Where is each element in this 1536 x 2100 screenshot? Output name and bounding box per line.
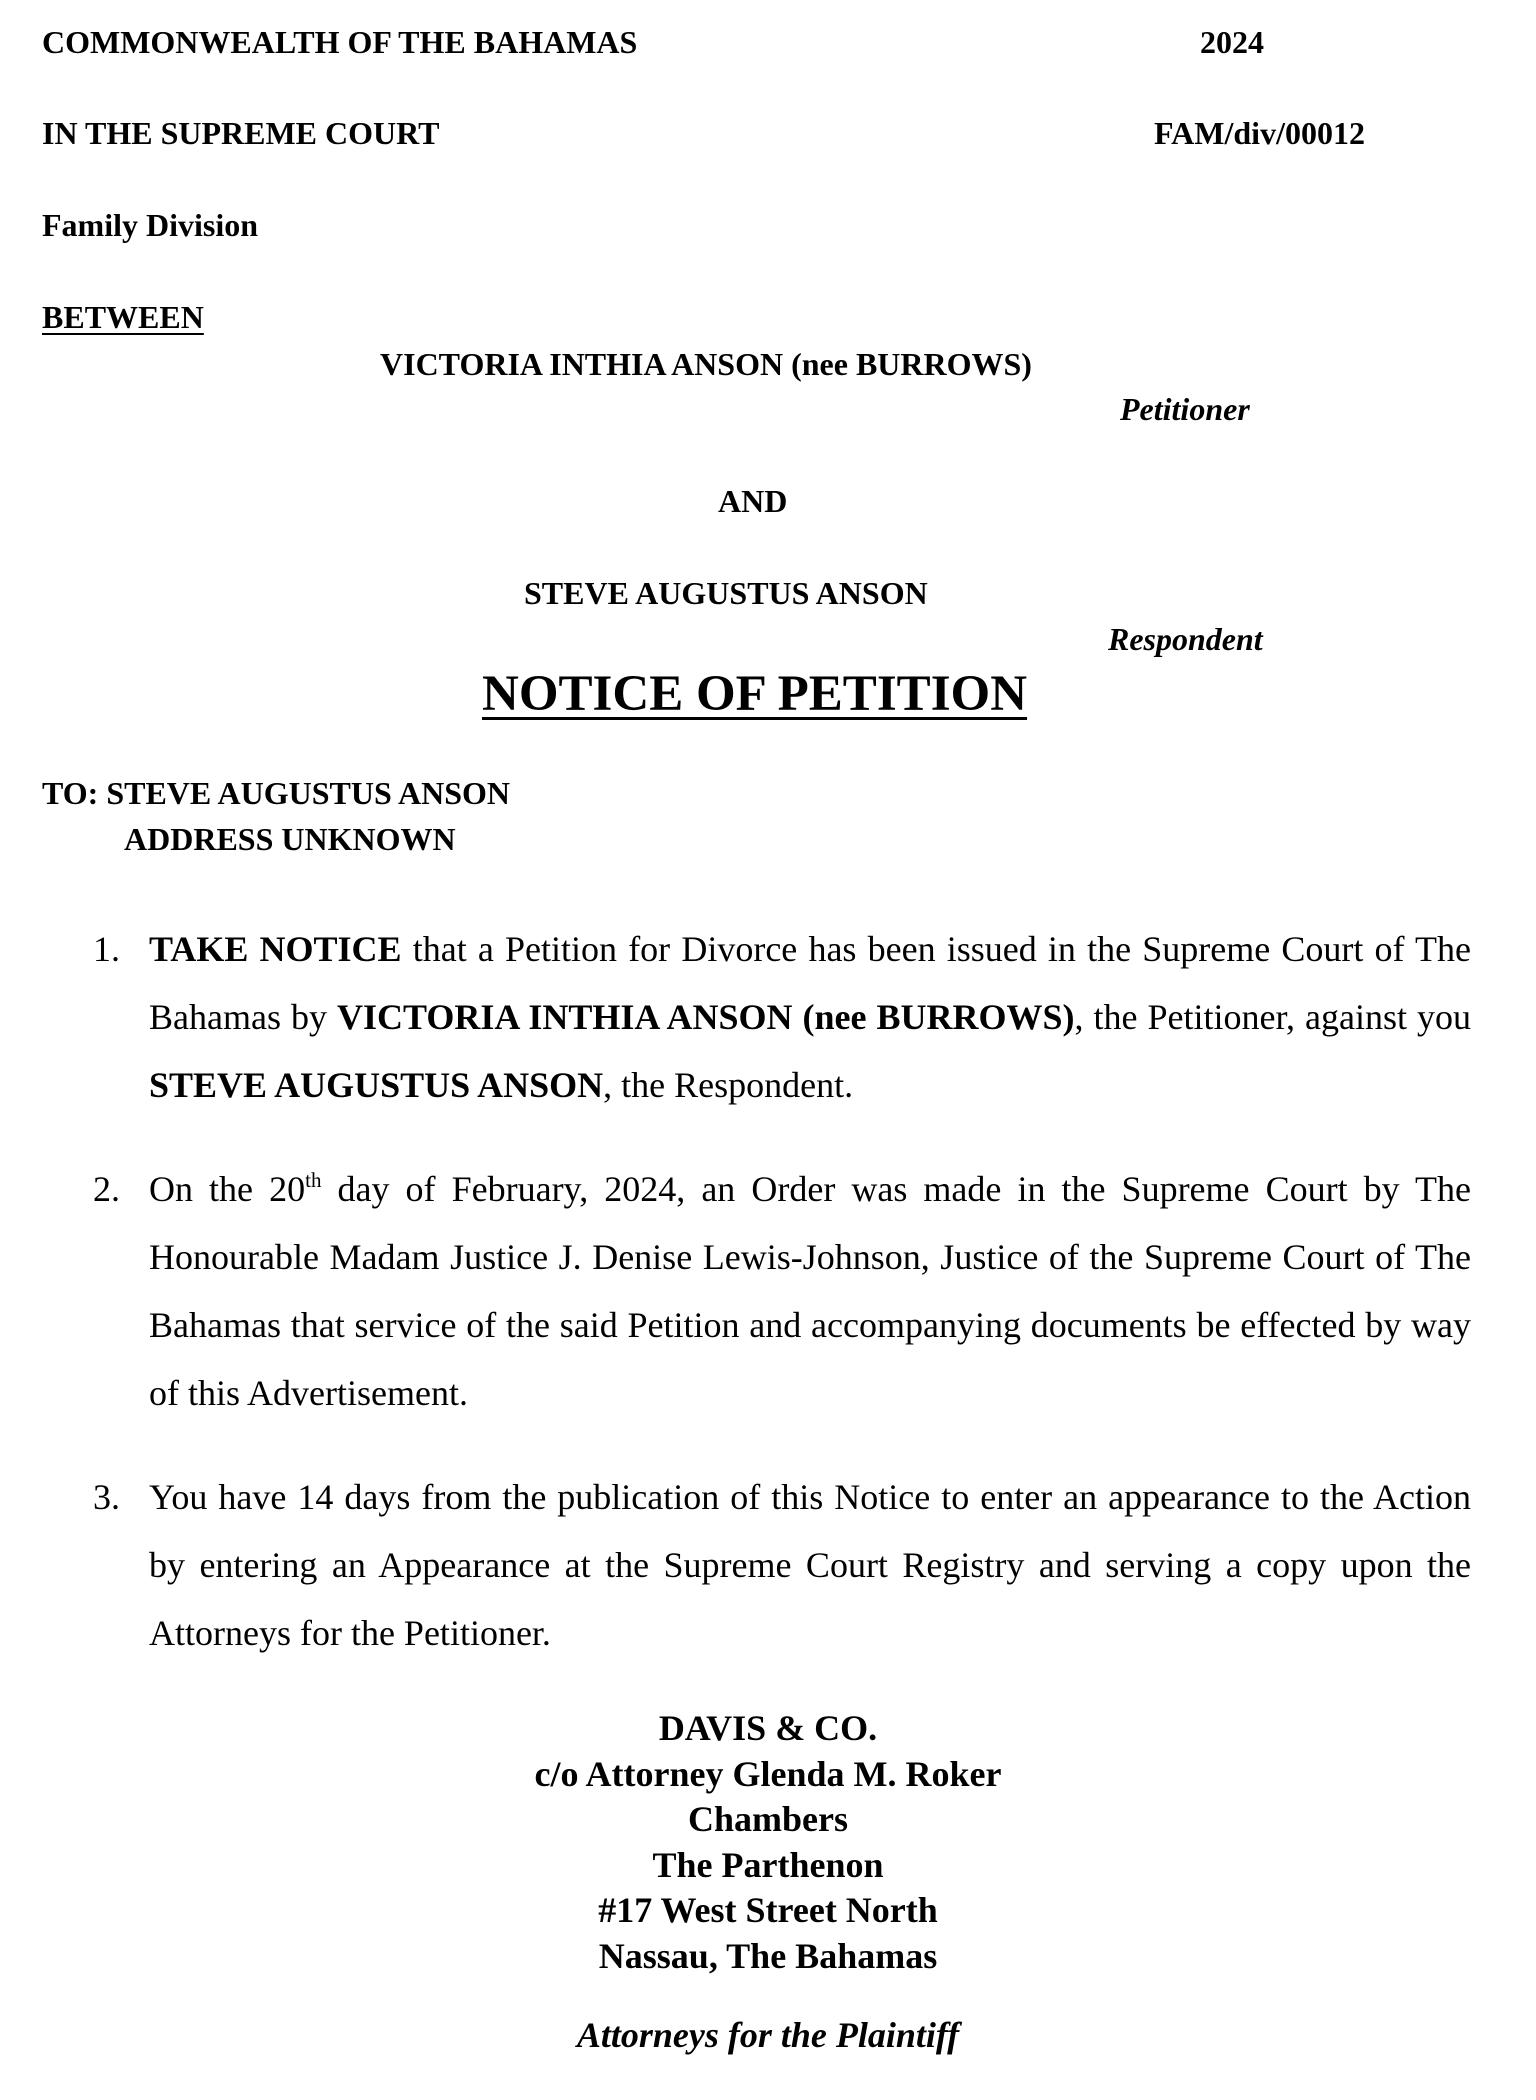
jurisdiction: COMMONWEALTH OF THE BAHAMAS bbox=[42, 24, 638, 60]
between-label: BETWEEN bbox=[42, 299, 204, 335]
attorneys-role: Attorneys for the Plaintiff bbox=[576, 2015, 960, 2055]
take-notice-lead: TAKE NOTICE bbox=[149, 929, 402, 969]
document-title: NOTICE OF PETITION bbox=[482, 666, 1028, 722]
paragraph-text: , the Respondent. bbox=[603, 1065, 854, 1105]
division: Family Division bbox=[42, 207, 259, 243]
petitioner-name-inline: VICTORIA INTHIA ANSON (nee BURROWS) bbox=[336, 997, 1075, 1037]
chambers-line: Chambers bbox=[688, 1799, 848, 1840]
year: 2024 bbox=[1200, 24, 1264, 60]
paragraph-number: 2. bbox=[93, 1169, 120, 1209]
paragraph-text: day of February, 2024, an Order was made in the Supreme Court by The Honourable Madam Justice J. Denise Lewis-Johnson, Justice of the Supreme Court of The Bahamas that service of the said Petition and accompanying documents be effected by way of this Advertisement. bbox=[149, 1169, 1472, 1413]
respondent-role: Respondent bbox=[1108, 621, 1263, 657]
court-name: IN THE SUPREME COURT bbox=[42, 115, 440, 151]
ordinal-suffix: th bbox=[305, 1168, 322, 1192]
paragraph-text: , the Petitioner, against you bbox=[1074, 997, 1472, 1037]
and-label: AND bbox=[718, 483, 788, 519]
respondent-name: STEVE AUGUSTUS ANSON bbox=[524, 575, 928, 611]
paragraph-number: 1. bbox=[93, 929, 120, 969]
petitioner-name: VICTORIA INTHIA ANSON (nee BURROWS) bbox=[380, 346, 1032, 382]
case-number: FAM/div/00012 bbox=[1154, 115, 1365, 151]
city-address: Nassau, The Bahamas bbox=[598, 1935, 938, 1976]
petitioner-role: Petitioner bbox=[1120, 391, 1250, 427]
paragraph-text: that a Petition for Divorce has been issued in the Supreme Court of The Bahamas by bbox=[149, 929, 1471, 1037]
paragraph-3 bbox=[93, 1463, 1471, 1667]
addressee-to: TO: STEVE AUGUSTUS ANSON bbox=[42, 775, 510, 811]
paragraph-number: 3. bbox=[93, 1477, 120, 1517]
paragraph-1 bbox=[93, 915, 1471, 1119]
firm-name: DAVIS & CO. bbox=[658, 1708, 878, 1748]
paragraph-2 bbox=[93, 1155, 1471, 1427]
paragraph-list bbox=[93, 915, 1471, 1703]
street-address: #17 West Street North bbox=[598, 1890, 938, 1931]
paragraph-text: On the 20 bbox=[149, 1169, 306, 1209]
building-name: The Parthenon bbox=[652, 1844, 884, 1885]
addressee-address: ADDRESS UNKNOWN bbox=[124, 821, 456, 857]
respondent-name-inline: STEVE AUGUSTUS ANSON bbox=[149, 1065, 604, 1105]
paragraph-text: You have 14 days from the publication of this Notice to enter an appearance to the Action by entering an Appearance at the Supreme Court Registry and serving a copy upon the Attorneys for the Petitioner. bbox=[149, 1477, 1471, 1653]
attorney-name: c/o Attorney Glenda M. Roker bbox=[534, 1753, 1002, 1794]
signature-block bbox=[0, 1706, 1536, 1980]
